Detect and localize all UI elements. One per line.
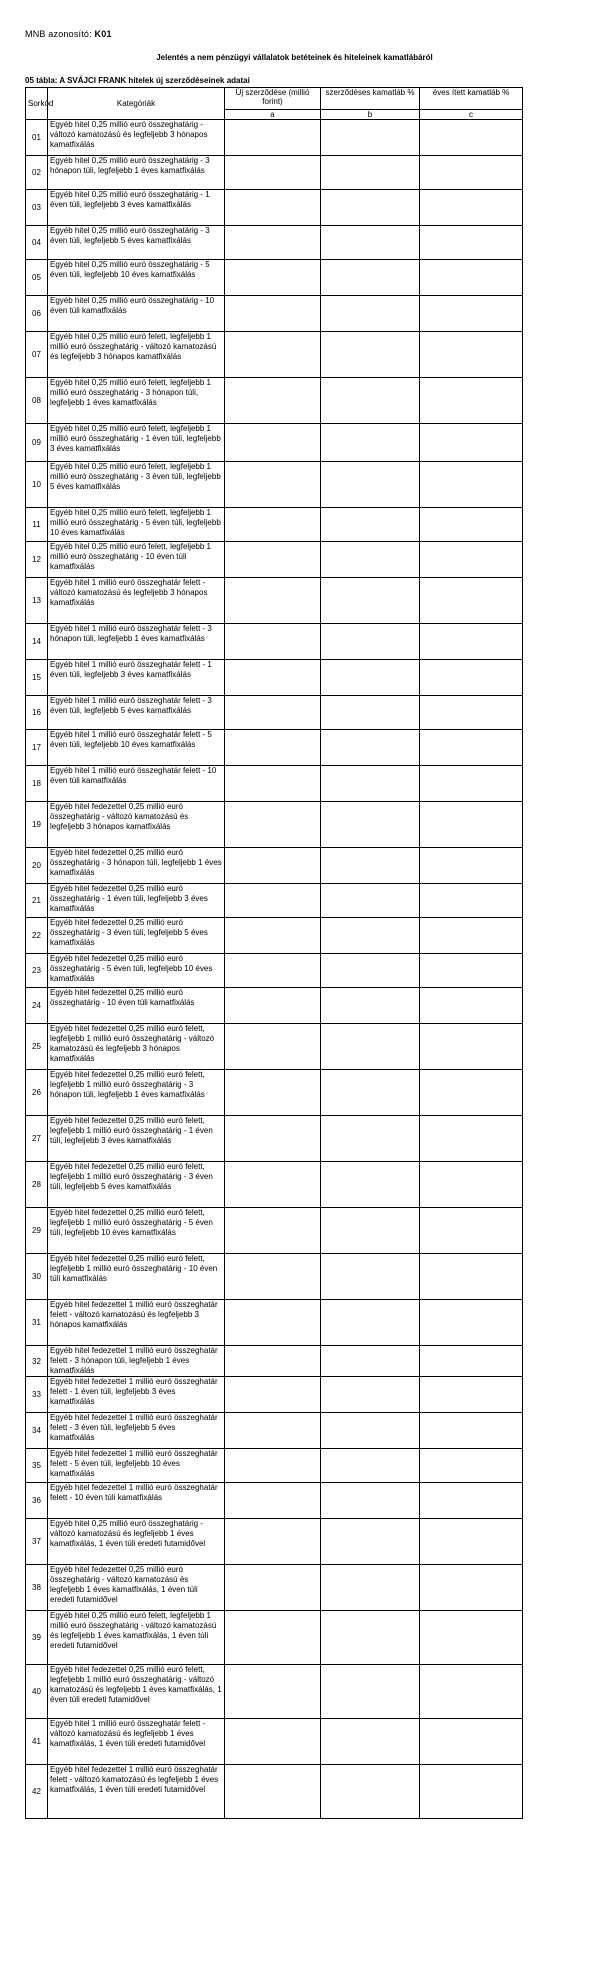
value-cell-b[interactable]	[321, 296, 420, 332]
table-row	[26, 1300, 523, 1346]
row-category: Egyéb hitel fedezettel 1 millió euró összeghatár felett - változó kamatozású és legfeljebb 3 hónapos kamatfixálás	[48, 1300, 225, 1346]
value-cell-a[interactable]	[225, 696, 321, 730]
value-cell-b[interactable]	[321, 542, 420, 578]
row-category: Egyéb hitel 0,25 millió euró összeghatárig - 10 éven túli kamatfixálás	[48, 296, 225, 332]
table-row	[26, 1413, 523, 1449]
row-category: Egyéb hitel 1 millió euró összeghatár felett - változó kamatozású és legfeljebb 1 éves kamatfixálás, 1 éven túli eredeti futamidővel	[48, 1719, 225, 1765]
row-category: Egyéb hitel fedezettel 1 millió euró összeghatár felett - változó kamatozású és legfeljebb 1 éves kamatfixálás, 1 éven túli eredeti futamidővel	[48, 1765, 225, 1819]
row-code: 30	[26, 1254, 48, 1300]
value-cell-b[interactable]	[321, 190, 420, 226]
row-code: 13	[26, 578, 48, 624]
row-code: 04	[26, 226, 48, 260]
value-cell-b[interactable]	[321, 226, 420, 260]
value-cell-b[interactable]	[321, 1162, 420, 1208]
row-code: 38	[26, 1565, 48, 1611]
value-cell-c[interactable]	[420, 1162, 523, 1208]
row-code: 35	[26, 1449, 48, 1483]
row-category: Egyéb hitel fedezettel 0,25 millió euró felett, legfeljebb 1 millió euró összeghatárig - 3 hónapon túli, legfeljebb 1 éves kamatfixálás	[48, 1070, 225, 1116]
table-row	[26, 660, 523, 696]
value-cell-b[interactable]	[321, 884, 420, 918]
row-code: 28	[26, 1162, 48, 1208]
value-cell-b[interactable]	[321, 988, 420, 1024]
row-category: Egyéb hitel fedezettel 1 millió euró összeghatár felett - 3 hónapon túli, legfeljebb 1 éves kamatfixálás	[48, 1346, 225, 1377]
header-col-c: éves ített kamatláb %	[420, 88, 523, 110]
table-row	[26, 848, 523, 884]
row-category: Egyéb hitel 0,25 millió euró felett, legfeljebb 1 millió euró összeghatárig - 1 éven túli, legfeljebb 3 éves kamatfixálás	[48, 424, 225, 462]
value-cell-a[interactable]	[225, 260, 321, 296]
table-row	[26, 1162, 523, 1208]
value-cell-b[interactable]	[321, 766, 420, 802]
value-cell-c[interactable]	[420, 1300, 523, 1346]
row-code: 40	[26, 1665, 48, 1719]
row-code: 20	[26, 848, 48, 884]
table-row	[26, 508, 523, 542]
value-cell-a[interactable]	[225, 578, 321, 624]
row-code: 37	[26, 1519, 48, 1565]
row-category: Egyéb hitel 0,25 millió euró összeghatárig - 5 éven túli, legfeljebb 10 éves kamatfixálás	[48, 260, 225, 296]
value-cell-a[interactable]	[225, 1254, 321, 1300]
table-row	[26, 1024, 523, 1070]
row-code: 08	[26, 378, 48, 424]
value-cell-a[interactable]	[225, 884, 321, 918]
table-row	[26, 542, 523, 578]
table-row	[26, 1719, 523, 1765]
value-cell-c[interactable]	[420, 1611, 523, 1665]
value-cell-b[interactable]	[321, 1208, 420, 1254]
row-category: Egyéb hitel fedezettel 1 millió euró összeghatár felett - 1 éven túli, legfeljebb 3 éves kamatfixálás	[48, 1377, 225, 1413]
header-col-a: Új szerződése (millió forint)	[225, 88, 321, 110]
row-code: 15	[26, 660, 48, 696]
header-letter-c: c	[420, 110, 523, 120]
value-cell-a[interactable]	[225, 1208, 321, 1254]
value-cell-a[interactable]	[225, 332, 321, 378]
row-category: Egyéb hitel 0,25 millió euró felett, legfeljebb 1 millió euró összeghatárig - változó kamatozású és legfeljebb 3 hónapos kamatfixálás	[48, 332, 225, 378]
row-category: Egyéb hitel fedezettel 0,25 millió euró összeghatárig - 1 éven túli, legfeljebb 3 éves kamatfixálás	[48, 884, 225, 918]
row-category: Egyéb hitel fedezettel 0,25 millió euró felett, legfeljebb 1 millió euró összeghatárig - 1 éven túli, legfeljebb 3 éves kamatfixálás	[48, 1116, 225, 1162]
value-cell-a[interactable]	[225, 730, 321, 766]
row-code: 31	[26, 1300, 48, 1346]
value-cell-c[interactable]	[420, 156, 523, 190]
value-cell-a[interactable]	[225, 378, 321, 424]
row-code: 03	[26, 190, 48, 226]
value-cell-a[interactable]	[225, 1483, 321, 1519]
row-code: 14	[26, 624, 48, 660]
row-category: Egyéb hitel 1 millió euró összeghatár felett - 5 éven túli, legfeljebb 10 éves kamatfixálás	[48, 730, 225, 766]
value-cell-c[interactable]	[420, 1116, 523, 1162]
value-cell-a[interactable]	[225, 1413, 321, 1449]
row-code: 05	[26, 260, 48, 296]
value-cell-a[interactable]	[225, 848, 321, 884]
table-row	[26, 918, 523, 954]
value-cell-b[interactable]	[321, 660, 420, 696]
value-cell-b[interactable]	[321, 1300, 420, 1346]
row-category: Egyéb hitel 0,25 millió euró felett, legfeljebb 1 millió euró összeghatárig - változó kamatozású és legfeljebb 1 éves kamatfixálás, 1 éven túli eredeti futamidővel	[48, 1611, 225, 1665]
value-cell-b[interactable]	[321, 1024, 420, 1070]
row-code: 41	[26, 1719, 48, 1765]
row-category: Egyéb hitel fedezettel 0,25 millió euró összeghatárig - 5 éven túli, legfeljebb 10 éves kamatfixálás	[48, 954, 225, 988]
value-cell-c[interactable]	[420, 190, 523, 226]
value-cell-c[interactable]	[420, 660, 523, 696]
value-cell-a[interactable]	[225, 802, 321, 848]
row-code: 21	[26, 884, 48, 918]
value-cell-a[interactable]	[225, 1449, 321, 1483]
value-cell-c[interactable]	[420, 424, 523, 462]
value-cell-b[interactable]	[321, 918, 420, 954]
row-category: Egyéb hitel fedezettel 0,25 millió euró összeghatárig - 10 éven túli kamatfixálás	[48, 988, 225, 1024]
value-cell-a[interactable]	[225, 120, 321, 156]
table-row	[26, 1665, 523, 1719]
row-category: Egyéb hitel 0,25 millió euró összeghatárig - 1 éven túli, legfeljebb 3 éves kamatfixálás	[48, 190, 225, 226]
row-code: 32	[26, 1346, 48, 1377]
table-row	[26, 1346, 523, 1377]
row-code: 24	[26, 988, 48, 1024]
value-cell-b[interactable]	[321, 1449, 420, 1483]
row-category: Egyéb hitel fedezettel 0,25 millió euró felett, legfeljebb 1 millió euró összeghatárig - változó kamatozású és legfeljebb 3 hónapos kamatfixálás	[48, 1024, 225, 1070]
row-category: Egyéb hitel 1 millió euró összeghatár felett - 10 éven túli kamatfixálás	[48, 766, 225, 802]
value-cell-c[interactable]	[420, 1070, 523, 1116]
value-cell-b[interactable]	[321, 1483, 420, 1519]
value-cell-c[interactable]	[420, 542, 523, 578]
header-letter-b: b	[321, 110, 420, 120]
value-cell-b[interactable]	[321, 260, 420, 296]
table-row	[26, 1483, 523, 1519]
data-table	[25, 87, 523, 1819]
value-cell-b[interactable]	[321, 424, 420, 462]
value-cell-b[interactable]	[321, 1070, 420, 1116]
value-cell-c[interactable]	[420, 1449, 523, 1483]
table-row	[26, 156, 523, 190]
value-cell-a[interactable]	[225, 1070, 321, 1116]
table-row	[26, 332, 523, 378]
row-category: Egyéb hitel fedezettel 0,25 millió euró felett, legfeljebb 1 millió euró összeghatárig - változó kamatozású és legfeljebb 1 éves kamatfixálás, 1 éven túli eredeti futamidővel	[48, 1665, 225, 1719]
table-row	[26, 578, 523, 624]
value-cell-c[interactable]	[420, 296, 523, 332]
value-cell-c[interactable]	[420, 462, 523, 508]
value-cell-a[interactable]	[225, 296, 321, 332]
table-row	[26, 1208, 523, 1254]
value-cell-a[interactable]	[225, 508, 321, 542]
value-cell-c[interactable]	[420, 508, 523, 542]
row-code: 18	[26, 766, 48, 802]
table-row	[26, 1449, 523, 1483]
value-cell-c[interactable]	[420, 988, 523, 1024]
value-cell-c[interactable]	[420, 1665, 523, 1719]
mnb-code: K01	[94, 29, 112, 39]
row-code: 09	[26, 424, 48, 462]
table-row	[26, 988, 523, 1024]
table-row	[26, 296, 523, 332]
value-cell-b[interactable]	[321, 1519, 420, 1565]
row-code: 01	[26, 120, 48, 156]
value-cell-b[interactable]	[321, 462, 420, 508]
value-cell-a[interactable]	[225, 624, 321, 660]
row-code: 23	[26, 954, 48, 988]
value-cell-a[interactable]	[225, 190, 321, 226]
row-code: 27	[26, 1116, 48, 1162]
table-row	[26, 1377, 523, 1413]
value-cell-c[interactable]	[420, 918, 523, 954]
row-code: 10	[26, 462, 48, 508]
value-cell-a[interactable]	[225, 766, 321, 802]
row-category: Egyéb hitel fedezettel 1 millió euró összeghatár felett - 3 éven túli, legfeljebb 5 éves kamatfixálás	[48, 1413, 225, 1449]
row-category: Egyéb hitel fedezettel 0,25 millió euró összeghatárig - változó kamatozású és legfeljebb 3 hónapos kamatfixálás	[48, 802, 225, 848]
value-cell-a[interactable]	[225, 1519, 321, 1565]
row-code: 11	[26, 508, 48, 542]
row-category: Egyéb hitel 1 millió euró összeghatár felett - 3 éven túli, legfeljebb 5 éves kamatfixálás	[48, 696, 225, 730]
value-cell-b[interactable]	[321, 1665, 420, 1719]
table-row	[26, 624, 523, 660]
value-cell-c[interactable]	[420, 1346, 523, 1377]
value-cell-b[interactable]	[321, 378, 420, 424]
value-cell-c[interactable]	[420, 1519, 523, 1565]
value-cell-c[interactable]	[420, 226, 523, 260]
row-category: Egyéb hitel fedezettel 1 millió euró összeghatár felett - 10 éven túli kamatfixálás	[48, 1483, 225, 1519]
table-row	[26, 1116, 523, 1162]
value-cell-a[interactable]	[225, 1719, 321, 1765]
value-cell-b[interactable]	[321, 1377, 420, 1413]
row-code: 39	[26, 1611, 48, 1665]
table-row	[26, 424, 523, 462]
row-code: 42	[26, 1765, 48, 1819]
table-row	[26, 462, 523, 508]
table-row	[26, 766, 523, 802]
value-cell-b[interactable]	[321, 1116, 420, 1162]
table-row	[26, 1070, 523, 1116]
row-category: Egyéb hitel 1 millió euró összeghatár felett - 1 éven túli, legfeljebb 3 éves kamatfixálás	[48, 660, 225, 696]
value-cell-c[interactable]	[420, 1565, 523, 1611]
value-cell-a[interactable]	[225, 1162, 321, 1208]
value-cell-b[interactable]	[321, 1565, 420, 1611]
value-cell-a[interactable]	[225, 1611, 321, 1665]
row-code: 19	[26, 802, 48, 848]
value-cell-b[interactable]	[321, 954, 420, 988]
mnb-label: MNB azonosító:	[25, 29, 92, 39]
row-code: 12	[26, 542, 48, 578]
header-letter-a: a	[225, 110, 321, 120]
value-cell-b[interactable]	[321, 332, 420, 378]
row-category: Egyéb hitel 1 millió euró összeghatár felett - 3 hónapon túli, legfeljebb 1 éves kamatfixálás	[48, 624, 225, 660]
row-code: 16	[26, 696, 48, 730]
value-cell-a[interactable]	[225, 1300, 321, 1346]
value-cell-c[interactable]	[420, 1719, 523, 1765]
table-row	[26, 226, 523, 260]
table-row	[26, 1565, 523, 1611]
value-cell-a[interactable]	[225, 156, 321, 190]
table-row	[26, 1765, 523, 1819]
table-row	[26, 190, 523, 226]
row-category: Egyéb hitel fedezettel 0,25 millió euró összeghatárig - 3 éven túli, legfeljebb 5 éves kamatfixálás	[48, 918, 225, 954]
row-category: Egyéb hitel 0,25 millió euró felett, legfeljebb 1 millió euró összeghatárig - 5 éven túli, legfeljebb 10 éves kamatfixálás	[48, 508, 225, 542]
value-cell-b[interactable]	[321, 1765, 420, 1819]
value-cell-b[interactable]	[321, 624, 420, 660]
value-cell-b[interactable]	[321, 1611, 420, 1665]
value-cell-c[interactable]	[420, 1765, 523, 1819]
row-code: 33	[26, 1377, 48, 1413]
table-row	[26, 884, 523, 918]
header-kategoriak: Kategóriák	[48, 88, 225, 120]
value-cell-b[interactable]	[321, 730, 420, 766]
value-cell-a[interactable]	[225, 462, 321, 508]
row-code: 26	[26, 1070, 48, 1116]
value-cell-a[interactable]	[225, 226, 321, 260]
table-row	[26, 802, 523, 848]
value-cell-c[interactable]	[420, 378, 523, 424]
value-cell-c[interactable]	[420, 848, 523, 884]
row-code: 36	[26, 1483, 48, 1519]
row-category: Egyéb hitel 0,25 millió euró felett, legfeljebb 1 millió euró összeghatárig - 3 hónapon túli, legfeljebb 1 éves kamatfixálás	[48, 378, 225, 424]
value-cell-c[interactable]	[420, 884, 523, 918]
row-category: Egyéb hitel fedezettel 0,25 millió euró felett, legfeljebb 1 millió euró összeghatárig - 5 éven túli, legfeljebb 10 éves kamatfixálás	[48, 1208, 225, 1254]
table-row	[26, 1519, 523, 1565]
value-cell-b[interactable]	[321, 696, 420, 730]
row-category: Egyéb hitel fedezettel 0,25 millió euró összeghatárig - 3 hónapon túli, legfeljebb 1 éves kamatfixálás	[48, 848, 225, 884]
value-cell-c[interactable]	[420, 578, 523, 624]
value-cell-b[interactable]	[321, 1254, 420, 1300]
row-category: Egyéb hitel 0,25 millió euró felett, legfeljebb 1 millió euró összeghatárig - 10 éven túli kamatfixálás	[48, 542, 225, 578]
value-cell-b[interactable]	[321, 578, 420, 624]
value-cell-c[interactable]	[420, 802, 523, 848]
value-cell-b[interactable]	[321, 1413, 420, 1449]
row-code: 07	[26, 332, 48, 378]
value-cell-c[interactable]	[420, 1254, 523, 1300]
value-cell-a[interactable]	[225, 1024, 321, 1070]
value-cell-b[interactable]	[321, 508, 420, 542]
value-cell-a[interactable]	[225, 918, 321, 954]
value-cell-a[interactable]	[225, 1346, 321, 1377]
value-cell-c[interactable]	[420, 954, 523, 988]
table-row	[26, 730, 523, 766]
value-cell-c[interactable]	[420, 624, 523, 660]
table-row	[26, 954, 523, 988]
report-title: Jelentés a nem pénzügyi vállalatok betéteinek és hiteleinek kamatlábáról	[156, 53, 433, 62]
value-cell-b[interactable]	[321, 120, 420, 156]
value-cell-a[interactable]	[225, 988, 321, 1024]
value-cell-a[interactable]	[225, 1765, 321, 1819]
row-category: Egyéb hitel fedezettel 0,25 millió euró felett, legfeljebb 1 millió euró összeghatárig - 3 éven túli, legfeljebb 5 éves kamatfixálás	[48, 1162, 225, 1208]
value-cell-c[interactable]	[420, 1208, 523, 1254]
row-category: Egyéb hitel 0,25 millió euró összeghatárig - 3 hónapon túli, legfeljebb 1 éves kamatfixálás	[48, 156, 225, 190]
row-category: Egyéb hitel fedezettel 0,25 millió euró összeghatárig - változó kamatozású és legfeljebb 1 éves kamatfixálás, 1 éven túli eredeti futamidővel	[48, 1565, 225, 1611]
row-category: Egyéb hitel 0,25 millió euró felett, legfeljebb 1 millió euró összeghatárig - 3 éven túli, legfeljebb 5 éves kamatfixálás	[48, 462, 225, 508]
row-code: 22	[26, 918, 48, 954]
row-category: Egyéb hitel 0,25 millió euró összeghatárig - változó kamatozású és legfeljebb 1 éves kamatfixálás, 1 éven túli eredeti futamidővel	[48, 1519, 225, 1565]
value-cell-a[interactable]	[225, 954, 321, 988]
header-sorkod: Sorkód	[26, 88, 48, 120]
value-cell-c[interactable]	[420, 1377, 523, 1413]
value-cell-a[interactable]	[225, 1665, 321, 1719]
table-row	[26, 120, 523, 156]
table-row	[26, 696, 523, 730]
value-cell-c[interactable]	[420, 696, 523, 730]
table-row	[26, 260, 523, 296]
value-cell-c[interactable]	[420, 120, 523, 156]
table-row	[26, 378, 523, 424]
value-cell-c[interactable]	[420, 766, 523, 802]
row-category: Egyéb hitel fedezettel 0,25 millió euró felett, legfeljebb 1 millió euró összeghatárig - 10 éven túli kamatfixálás	[48, 1254, 225, 1300]
value-cell-a[interactable]	[225, 660, 321, 696]
value-cell-c[interactable]	[420, 332, 523, 378]
value-cell-c[interactable]	[420, 1024, 523, 1070]
row-category: Egyéb hitel 0,25 millió euró összeghatárig - 3 éven túli, legfeljebb 5 éves kamatfixálás	[48, 226, 225, 260]
value-cell-c[interactable]	[420, 1413, 523, 1449]
row-code: 34	[26, 1413, 48, 1449]
row-code: 29	[26, 1208, 48, 1254]
row-code: 02	[26, 156, 48, 190]
value-cell-c[interactable]	[420, 260, 523, 296]
value-cell-a[interactable]	[225, 1377, 321, 1413]
value-cell-c[interactable]	[420, 730, 523, 766]
row-category: Egyéb hitel 1 millió euró összeghatár felett - változó kamatozású és legfeljebb 3 hónapos kamatfixálás	[48, 578, 225, 624]
value-cell-b[interactable]	[321, 1719, 420, 1765]
value-cell-b[interactable]	[321, 802, 420, 848]
header-col-b: szerződéses kamatláb %	[321, 88, 420, 110]
row-code: 25	[26, 1024, 48, 1070]
row-code: 17	[26, 730, 48, 766]
table-body	[26, 120, 523, 1819]
value-cell-b[interactable]	[321, 156, 420, 190]
value-cell-c[interactable]	[420, 1483, 523, 1519]
value-cell-a[interactable]	[225, 1116, 321, 1162]
row-code: 06	[26, 296, 48, 332]
table-row	[26, 1254, 523, 1300]
value-cell-a[interactable]	[225, 542, 321, 578]
value-cell-b[interactable]	[321, 1346, 420, 1377]
mnb-identifier	[25, 29, 112, 39]
table-row	[26, 1611, 523, 1665]
row-category: Egyéb hitel fedezettel 1 millió euró összeghatár felett - 5 éven túli, legfeljebb 10 éves kamatfixálás	[48, 1449, 225, 1483]
row-category: Egyéb hitel 0,25 millió euró összeghatárig - változó kamatozású és legfeljebb 3 hónapos kamatfixálás	[48, 120, 225, 156]
value-cell-a[interactable]	[225, 1565, 321, 1611]
table-title: 05 tábla: A SVÁJCI FRANK hitelek új szerződéseinek adatai	[25, 76, 250, 85]
value-cell-b[interactable]	[321, 848, 420, 884]
value-cell-a[interactable]	[225, 424, 321, 462]
